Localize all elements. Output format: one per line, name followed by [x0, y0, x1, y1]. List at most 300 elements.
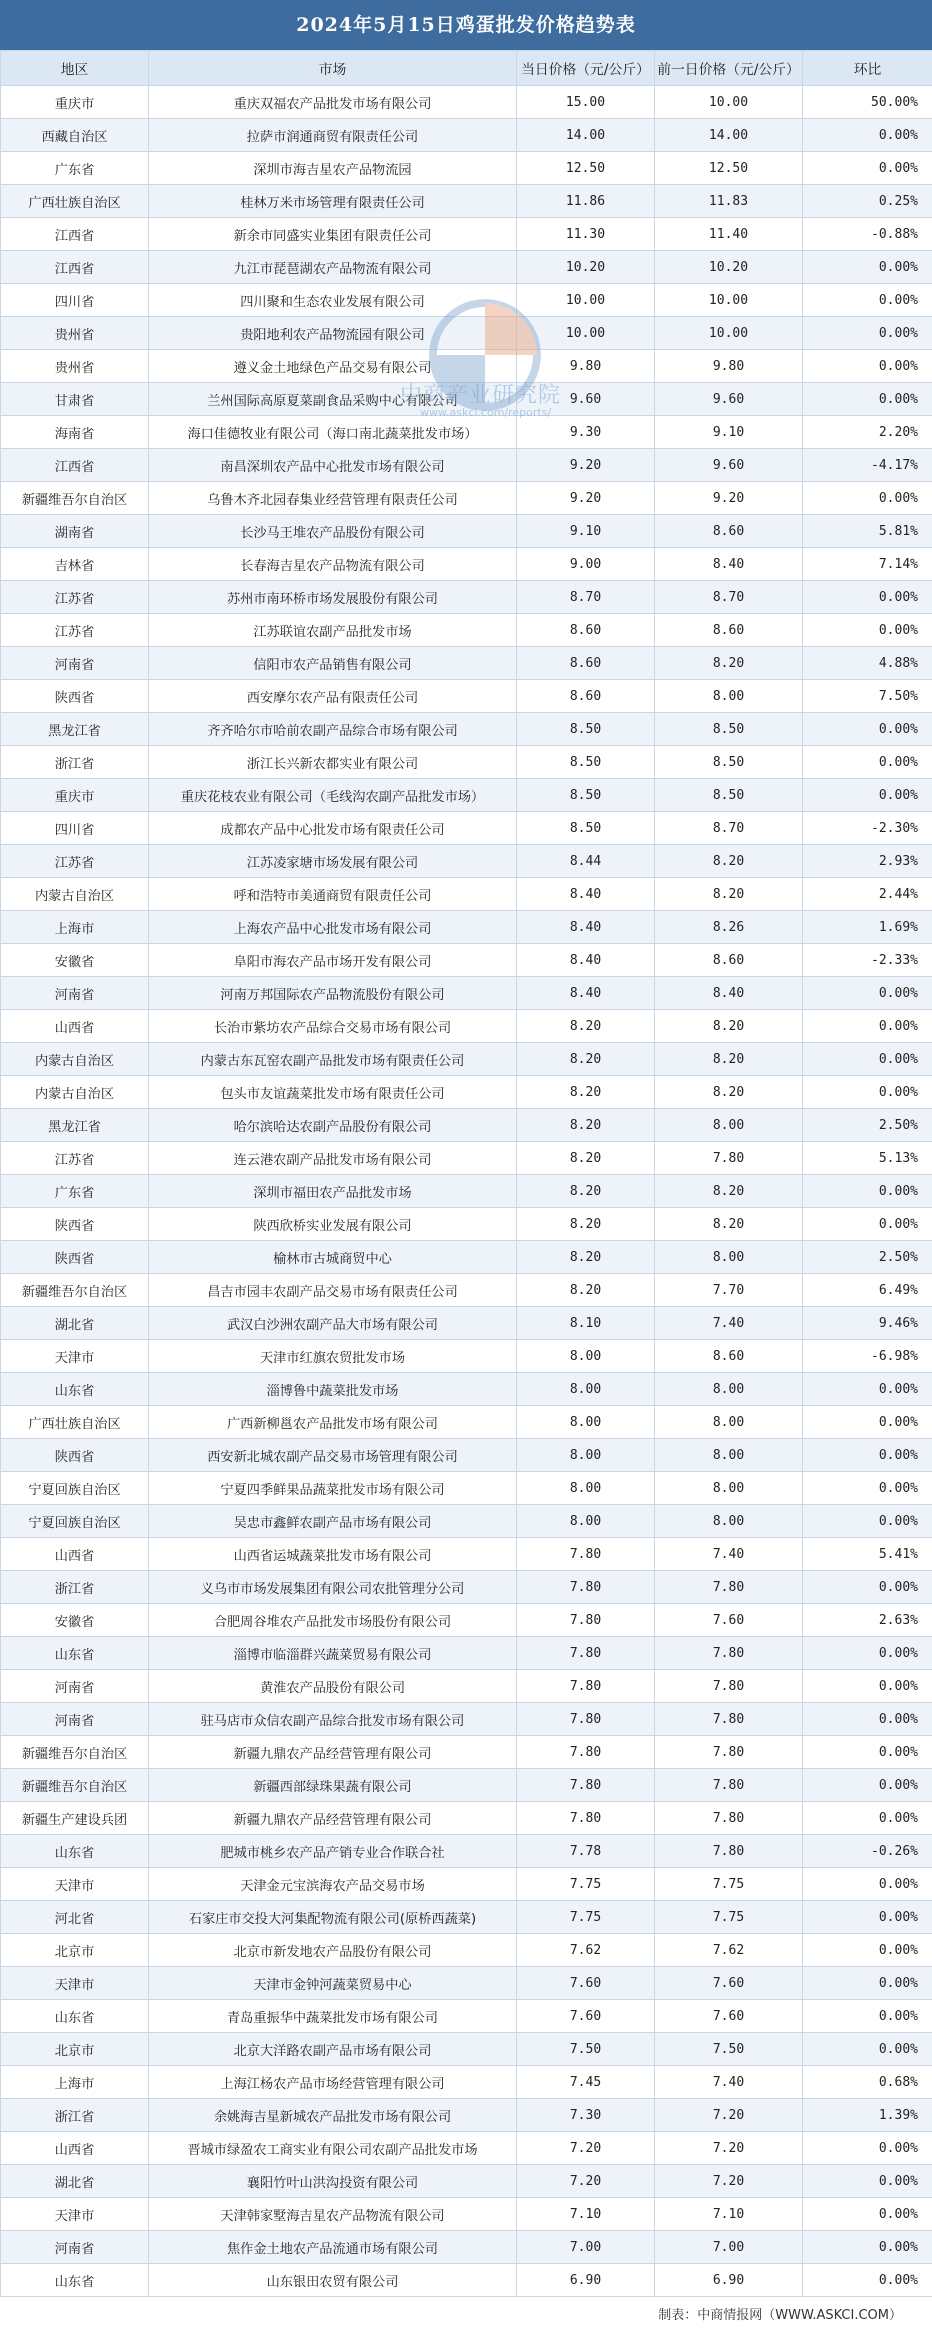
table-row	[1, 1274, 932, 1307]
cell-change: 5.13%	[803, 1142, 932, 1175]
header-prev-price: 前一日价格（元/公斤）	[655, 51, 803, 86]
cell-today-price: 10.20	[517, 251, 655, 284]
cell-today-price: 8.20	[517, 1175, 655, 1208]
cell-prev-price: 9.60	[655, 383, 803, 416]
cell-region: 湖北省	[1, 1307, 149, 1340]
cell-market: 襄阳竹叶山洪沟投资有限公司	[149, 2165, 517, 2198]
cell-region: 内蒙古自治区	[1, 878, 149, 911]
cell-prev-price: 7.60	[655, 2000, 803, 2033]
cell-change: 0.00%	[803, 1010, 932, 1043]
cell-today-price: 8.44	[517, 845, 655, 878]
cell-today-price: 8.50	[517, 812, 655, 845]
table-row	[1, 1934, 932, 1967]
cell-change: 2.63%	[803, 1604, 932, 1637]
cell-prev-price: 8.20	[655, 647, 803, 680]
egg-price-table	[0, 50, 932, 2297]
cell-market: 昌吉市园丰农副产品交易市场有限责任公司	[149, 1274, 517, 1307]
cell-market: 拉萨市润通商贸有限责任公司	[149, 119, 517, 152]
table-row	[1, 2198, 932, 2231]
cell-region: 浙江省	[1, 1571, 149, 1604]
cell-change: 6.49%	[803, 1274, 932, 1307]
cell-today-price: 8.60	[517, 647, 655, 680]
cell-prev-price: 8.40	[655, 977, 803, 1010]
cell-market: 焦作金土地农产品流通市场有限公司	[149, 2231, 517, 2264]
cell-change: 0.00%	[803, 581, 932, 614]
table-row	[1, 548, 932, 581]
table-row	[1, 2231, 932, 2264]
cell-change: 7.14%	[803, 548, 932, 581]
cell-prev-price: 7.80	[655, 1736, 803, 1769]
cell-change: 0.00%	[803, 1439, 932, 1472]
cell-market: 桂林万米市场管理有限责任公司	[149, 185, 517, 218]
cell-change: 2.20%	[803, 416, 932, 449]
header-region: 地区	[1, 51, 149, 86]
cell-market: 合肥周谷堆农产品批发市场股份有限公司	[149, 1604, 517, 1637]
table-row	[1, 1637, 932, 1670]
cell-region: 内蒙古自治区	[1, 1076, 149, 1109]
cell-region: 贵州省	[1, 350, 149, 383]
cell-market: 上海农产品中心批发市场有限公司	[149, 911, 517, 944]
cell-region: 海南省	[1, 416, 149, 449]
table-row	[1, 251, 932, 284]
cell-region: 山东省	[1, 2264, 149, 2297]
table-row	[1, 1835, 932, 1868]
cell-prev-price: 7.80	[655, 1769, 803, 1802]
cell-change: 0.00%	[803, 1175, 932, 1208]
cell-region: 安徽省	[1, 944, 149, 977]
cell-region: 河北省	[1, 1901, 149, 1934]
cell-today-price: 7.10	[517, 2198, 655, 2231]
table-row	[1, 1241, 932, 1274]
footer-source: 制表：中商情报网（WWW.ASKCI.COM）	[658, 2308, 902, 2323]
cell-market: 天津市金钟河蔬菜贸易中心	[149, 1967, 517, 2000]
cell-today-price: 8.40	[517, 977, 655, 1010]
cell-prev-price: 7.80	[655, 1802, 803, 1835]
cell-market: 新疆西部绿珠果蔬有限公司	[149, 1769, 517, 1802]
table-row	[1, 2165, 932, 2198]
cell-region: 浙江省	[1, 746, 149, 779]
table-row	[1, 911, 932, 944]
cell-prev-price: 8.26	[655, 911, 803, 944]
cell-market: 余姚海吉星新城农产品批发市场有限公司	[149, 2099, 517, 2132]
cell-prev-price: 9.20	[655, 482, 803, 515]
cell-market: 肥城市桃乡农产品产销专业合作联合社	[149, 1835, 517, 1868]
table-row	[1, 977, 932, 1010]
cell-market: 四川聚和生态农业发展有限公司	[149, 284, 517, 317]
cell-today-price: 8.00	[517, 1505, 655, 1538]
cell-change: 0.00%	[803, 2165, 932, 2198]
cell-prev-price: 8.20	[655, 1010, 803, 1043]
cell-region: 天津市	[1, 1967, 149, 2000]
table-row	[1, 1043, 932, 1076]
cell-market: 广西新柳邕农产品批发市场有限公司	[149, 1406, 517, 1439]
cell-region: 浙江省	[1, 2099, 149, 2132]
cell-market: 吴忠市鑫鲜农副产品市场有限公司	[149, 1505, 517, 1538]
cell-change: 1.69%	[803, 911, 932, 944]
cell-change: 0.00%	[803, 1076, 932, 1109]
cell-region: 黑龙江省	[1, 1109, 149, 1142]
cell-market: 深圳市福田农产品批发市场	[149, 1175, 517, 1208]
cell-change: 0.00%	[803, 1703, 932, 1736]
cell-today-price: 8.20	[517, 1109, 655, 1142]
table-row	[1, 185, 932, 218]
cell-prev-price: 8.00	[655, 680, 803, 713]
table-row	[1, 647, 932, 680]
cell-today-price: 15.00	[517, 86, 655, 119]
cell-prev-price: 8.60	[655, 944, 803, 977]
cell-change: 0.00%	[803, 152, 932, 185]
cell-market: 江苏联谊农副产品批发市场	[149, 614, 517, 647]
cell-region: 陕西省	[1, 680, 149, 713]
cell-prev-price: 8.60	[655, 614, 803, 647]
cell-today-price: 6.90	[517, 2264, 655, 2297]
cell-prev-price: 8.00	[655, 1241, 803, 1274]
cell-prev-price: 11.83	[655, 185, 803, 218]
table-row	[1, 284, 932, 317]
table-header-row	[1, 51, 932, 86]
cell-change: 0.00%	[803, 1472, 932, 1505]
table-row	[1, 1736, 932, 1769]
cell-region: 广西壮族自治区	[1, 185, 149, 218]
cell-prev-price: 6.90	[655, 2264, 803, 2297]
cell-prev-price: 9.80	[655, 350, 803, 383]
cell-market: 黄淮农产品股份有限公司	[149, 1670, 517, 1703]
cell-today-price: 7.80	[517, 1637, 655, 1670]
cell-change: 0.00%	[803, 1736, 932, 1769]
cell-market: 连云港农副产品批发市场有限公司	[149, 1142, 517, 1175]
table-row	[1, 350, 932, 383]
cell-prev-price: 7.40	[655, 1307, 803, 1340]
cell-today-price: 8.20	[517, 1142, 655, 1175]
cell-change: 0.00%	[803, 1637, 932, 1670]
cell-today-price: 8.20	[517, 1010, 655, 1043]
cell-market: 南昌深圳农产品中心批发市场有限公司	[149, 449, 517, 482]
cell-market: 长治市紫坊农产品综合交易市场有限公司	[149, 1010, 517, 1043]
cell-region: 新疆维吾尔自治区	[1, 1274, 149, 1307]
cell-prev-price: 7.10	[655, 2198, 803, 2231]
cell-prev-price: 7.80	[655, 1703, 803, 1736]
table-row	[1, 1538, 932, 1571]
cell-region: 新疆维吾尔自治区	[1, 482, 149, 515]
cell-market: 义乌市市场发展集团有限公司农批管理分公司	[149, 1571, 517, 1604]
cell-region: 陕西省	[1, 1241, 149, 1274]
cell-prev-price: 7.20	[655, 2132, 803, 2165]
cell-region: 甘肃省	[1, 383, 149, 416]
table-row	[1, 383, 932, 416]
table-row	[1, 2000, 932, 2033]
cell-prev-price: 7.80	[655, 1142, 803, 1175]
cell-change: 0.00%	[803, 1406, 932, 1439]
cell-market: 天津韩家墅海吉星农产品物流有限公司	[149, 2198, 517, 2231]
cell-today-price: 8.40	[517, 944, 655, 977]
table-body	[1, 86, 932, 2297]
table-row	[1, 482, 932, 515]
cell-today-price: 7.80	[517, 1703, 655, 1736]
cell-prev-price: 7.50	[655, 2033, 803, 2066]
cell-change: 0.00%	[803, 1208, 932, 1241]
cell-prev-price: 7.75	[655, 1868, 803, 1901]
cell-change: 0.00%	[803, 1967, 932, 2000]
cell-change: 0.00%	[803, 350, 932, 383]
cell-prev-price: 8.50	[655, 746, 803, 779]
cell-change: -0.26%	[803, 1835, 932, 1868]
cell-prev-price: 8.20	[655, 1175, 803, 1208]
table-row	[1, 1439, 932, 1472]
cell-today-price: 8.00	[517, 1340, 655, 1373]
cell-region: 山东省	[1, 1373, 149, 1406]
table-row	[1, 1769, 932, 1802]
cell-market: 兰州国际高原夏菜副食品采购中心有限公司	[149, 383, 517, 416]
cell-region: 湖北省	[1, 2165, 149, 2198]
cell-region: 山东省	[1, 2000, 149, 2033]
cell-change: 0.00%	[803, 383, 932, 416]
table-row	[1, 812, 932, 845]
cell-region: 山东省	[1, 1637, 149, 1670]
table-row	[1, 1406, 932, 1439]
cell-prev-price: 8.00	[655, 1406, 803, 1439]
cell-today-price: 7.80	[517, 1670, 655, 1703]
table-row	[1, 2132, 932, 2165]
cell-change: 0.00%	[803, 1868, 932, 1901]
cell-change: 0.00%	[803, 482, 932, 515]
table-row	[1, 515, 932, 548]
table-row	[1, 416, 932, 449]
cell-market: 晋城市绿盈农工商实业有限公司农副产品批发市场	[149, 2132, 517, 2165]
cell-market: 齐齐哈尔市哈前农副产品综合市场有限公司	[149, 713, 517, 746]
cell-region: 四川省	[1, 812, 149, 845]
cell-region: 上海市	[1, 2066, 149, 2099]
cell-change: 0.00%	[803, 1934, 932, 1967]
cell-prev-price: 7.40	[655, 2066, 803, 2099]
cell-today-price: 7.78	[517, 1835, 655, 1868]
cell-region: 吉林省	[1, 548, 149, 581]
cell-region: 江苏省	[1, 845, 149, 878]
cell-market: 上海江杨农产品市场经营管理有限公司	[149, 2066, 517, 2099]
table-row	[1, 119, 932, 152]
watermark-text: 中商产业研究院	[400, 383, 562, 408]
cell-prev-price: 8.00	[655, 1472, 803, 1505]
cell-today-price: 7.30	[517, 2099, 655, 2132]
cell-prev-price: 8.70	[655, 581, 803, 614]
cell-change: 4.88%	[803, 647, 932, 680]
table-row	[1, 1175, 932, 1208]
cell-today-price: 11.30	[517, 218, 655, 251]
cell-market: 淄博鲁中蔬菜批发市场	[149, 1373, 517, 1406]
cell-market: 深圳市海吉星农产品物流园	[149, 152, 517, 185]
cell-change: 0.00%	[803, 746, 932, 779]
cell-market: 新余市同盛实业集团有限责任公司	[149, 218, 517, 251]
cell-prev-price: 7.20	[655, 2165, 803, 2198]
cell-today-price: 8.10	[517, 1307, 655, 1340]
cell-prev-price: 8.20	[655, 845, 803, 878]
cell-prev-price: 7.00	[655, 2231, 803, 2264]
cell-today-price: 8.60	[517, 614, 655, 647]
cell-today-price: 7.20	[517, 2165, 655, 2198]
cell-today-price: 8.20	[517, 1241, 655, 1274]
cell-today-price: 9.60	[517, 383, 655, 416]
table-row	[1, 1604, 932, 1637]
cell-region: 江西省	[1, 218, 149, 251]
cell-market: 阜阳市海农产品市场开发有限公司	[149, 944, 517, 977]
cell-change: 0.00%	[803, 713, 932, 746]
table-row	[1, 581, 932, 614]
cell-prev-price: 8.20	[655, 1076, 803, 1109]
cell-change: -6.98%	[803, 1340, 932, 1373]
cell-prev-price: 7.80	[655, 1670, 803, 1703]
cell-market: 西安新北城农副产品交易市场管理有限公司	[149, 1439, 517, 1472]
cell-today-price: 8.70	[517, 581, 655, 614]
cell-change: 0.00%	[803, 1571, 932, 1604]
cell-region: 重庆市	[1, 86, 149, 119]
cell-market: 新疆九鼎农产品经营管理有限公司	[149, 1802, 517, 1835]
cell-prev-price: 12.50	[655, 152, 803, 185]
cell-region: 新疆维吾尔自治区	[1, 1769, 149, 1802]
table-row	[1, 779, 932, 812]
table-row	[1, 845, 932, 878]
cell-region: 河南省	[1, 2231, 149, 2264]
cell-region: 北京市	[1, 2033, 149, 2066]
cell-region: 山东省	[1, 1835, 149, 1868]
cell-today-price: 12.50	[517, 152, 655, 185]
header-today-price: 当日价格（元/公斤）	[517, 51, 655, 86]
table-row	[1, 944, 932, 977]
cell-today-price: 7.50	[517, 2033, 655, 2066]
cell-market: 九江市琵琶湖农产品物流有限公司	[149, 251, 517, 284]
cell-today-price: 7.20	[517, 2132, 655, 2165]
cell-region: 天津市	[1, 2198, 149, 2231]
cell-region: 江西省	[1, 251, 149, 284]
cell-prev-price: 10.00	[655, 86, 803, 119]
cell-region: 上海市	[1, 911, 149, 944]
cell-region: 新疆生产建设兵团	[1, 1802, 149, 1835]
cell-change: 0.00%	[803, 284, 932, 317]
cell-change: 5.81%	[803, 515, 932, 548]
cell-prev-price: 10.00	[655, 284, 803, 317]
cell-region: 山西省	[1, 1010, 149, 1043]
cell-prev-price: 7.20	[655, 2099, 803, 2132]
cell-today-price: 7.62	[517, 1934, 655, 1967]
cell-market: 天津市红旗农贸批发市场	[149, 1340, 517, 1373]
cell-prev-price: 7.70	[655, 1274, 803, 1307]
cell-region: 河南省	[1, 977, 149, 1010]
cell-region: 山西省	[1, 1538, 149, 1571]
table-row	[1, 1967, 932, 2000]
cell-today-price: 7.60	[517, 1967, 655, 2000]
table-row	[1, 2099, 932, 2132]
cell-market: 石家庄市交投大河集配物流有限公司(原桥西蔬菜)	[149, 1901, 517, 1934]
cell-region: 江苏省	[1, 614, 149, 647]
cell-market: 长沙马王堆农产品股份有限公司	[149, 515, 517, 548]
cell-prev-price: 7.62	[655, 1934, 803, 1967]
cell-market: 长春海吉星农产品物流有限公司	[149, 548, 517, 581]
cell-market: 成都农产品中心批发市场有限责任公司	[149, 812, 517, 845]
cell-prev-price: 8.20	[655, 1043, 803, 1076]
cell-market: 青岛重振华中蔬菜批发市场有限公司	[149, 2000, 517, 2033]
cell-region: 湖南省	[1, 515, 149, 548]
cell-change: 50.00%	[803, 86, 932, 119]
cell-change: 0.00%	[803, 2231, 932, 2264]
cell-today-price: 10.00	[517, 317, 655, 350]
cell-market: 陕西欣桥实业发展有限公司	[149, 1208, 517, 1241]
cell-market: 信阳市农产品销售有限公司	[149, 647, 517, 680]
cell-today-price: 8.20	[517, 1274, 655, 1307]
cell-prev-price: 8.50	[655, 713, 803, 746]
table-title: 2024年5月15日鸡蛋批发价格趋势表	[0, 0, 932, 50]
cell-change: 0.00%	[803, 1670, 932, 1703]
cell-today-price: 8.40	[517, 911, 655, 944]
cell-prev-price: 8.50	[655, 779, 803, 812]
cell-market: 遵义金土地绿色产品交易有限公司	[149, 350, 517, 383]
cell-prev-price: 7.80	[655, 1571, 803, 1604]
cell-market: 乌鲁木齐北园春集业经营管理有限责任公司	[149, 482, 517, 515]
cell-change: 1.39%	[803, 2099, 932, 2132]
cell-today-price: 8.20	[517, 1208, 655, 1241]
cell-market: 榆林市古城商贸中心	[149, 1241, 517, 1274]
cell-market: 苏州市南环桥市场发展股份有限公司	[149, 581, 517, 614]
table-row	[1, 218, 932, 251]
cell-today-price: 7.80	[517, 1802, 655, 1835]
cell-prev-price: 9.60	[655, 449, 803, 482]
cell-today-price: 8.20	[517, 1076, 655, 1109]
cell-today-price: 7.80	[517, 1769, 655, 1802]
cell-today-price: 7.45	[517, 2066, 655, 2099]
cell-change: 9.46%	[803, 1307, 932, 1340]
cell-market: 北京市新发地农产品股份有限公司	[149, 1934, 517, 1967]
cell-market: 北京大洋路农副产品市场有限公司	[149, 2033, 517, 2066]
cell-change: 0.00%	[803, 614, 932, 647]
table-row	[1, 1868, 932, 1901]
cell-region: 北京市	[1, 1934, 149, 1967]
cell-market: 海口佳德牧业有限公司（海口南北蔬菜批发市场）	[149, 416, 517, 449]
cell-today-price: 9.80	[517, 350, 655, 383]
cell-prev-price: 9.10	[655, 416, 803, 449]
cell-region: 贵州省	[1, 317, 149, 350]
cell-change: 2.50%	[803, 1241, 932, 1274]
cell-change: 2.93%	[803, 845, 932, 878]
cell-today-price: 9.10	[517, 515, 655, 548]
cell-prev-price: 8.60	[655, 515, 803, 548]
cell-market: 淄博市临淄群兴蔬菜贸易有限公司	[149, 1637, 517, 1670]
cell-today-price: 8.20	[517, 1043, 655, 1076]
cell-change: -0.88%	[803, 218, 932, 251]
cell-market: 武汉白沙洲农副产品大市场有限公司	[149, 1307, 517, 1340]
cell-change: 0.25%	[803, 185, 932, 218]
cell-today-price: 8.50	[517, 746, 655, 779]
cell-region: 四川省	[1, 284, 149, 317]
cell-region: 江苏省	[1, 1142, 149, 1175]
cell-region: 河南省	[1, 1670, 149, 1703]
table-row	[1, 1472, 932, 1505]
table-row	[1, 152, 932, 185]
cell-market: 西安摩尔农产品有限责任公司	[149, 680, 517, 713]
cell-change: 0.00%	[803, 2264, 932, 2297]
cell-market: 山东银田农贸有限公司	[149, 2264, 517, 2297]
cell-prev-price: 8.20	[655, 1208, 803, 1241]
cell-market: 贵阳地利农产品物流园有限公司	[149, 317, 517, 350]
cell-change: 0.00%	[803, 317, 932, 350]
cell-region: 天津市	[1, 1868, 149, 1901]
watermark-url: www.askci.com/reports/	[420, 406, 552, 419]
cell-market: 内蒙古东瓦窑农副产品批发市场有限责任公司	[149, 1043, 517, 1076]
table-row	[1, 449, 932, 482]
cell-change: 7.50%	[803, 680, 932, 713]
cell-market: 江苏凌家塘市场发展有限公司	[149, 845, 517, 878]
cell-today-price: 7.80	[517, 1571, 655, 1604]
table-row	[1, 1307, 932, 1340]
cell-market: 新疆九鼎农产品经营管理有限公司	[149, 1736, 517, 1769]
table-row	[1, 1010, 932, 1043]
cell-region: 河南省	[1, 647, 149, 680]
